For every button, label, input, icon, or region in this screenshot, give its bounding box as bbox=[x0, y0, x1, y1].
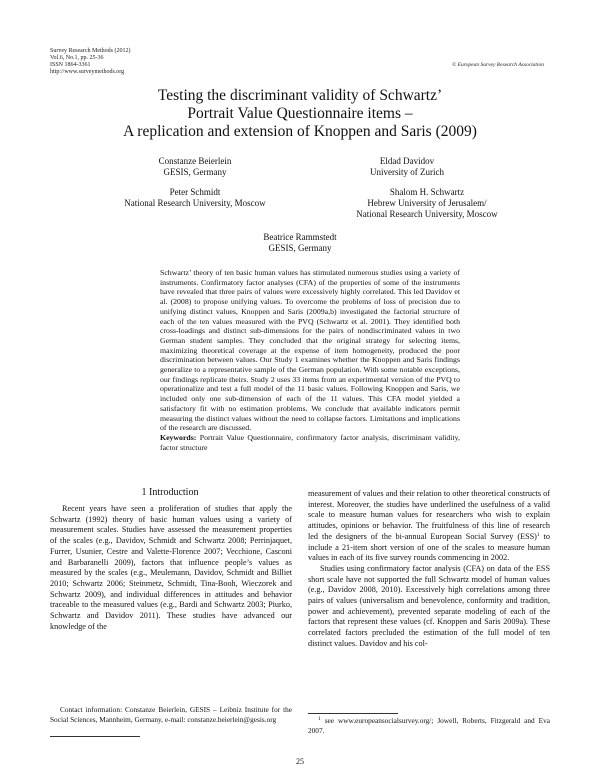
keywords-text: Portrait Value Questionnaire, confirmatory factor analysis, discriminant validity, factor structure bbox=[160, 432, 460, 452]
section-heading: 1 Introduction bbox=[141, 487, 199, 498]
abstract-text: Schwartz’ theory of ten basic human values has stimulated numerous studies using a variety of instruments. Confirmatory factor analyses (CFA) of the properties of some of the instruments have revealed that three pairs of values were excessively highly correlated. This led Davidov et al. (2008) to propose unifying values. To overcome the problems of loss of precision due to unifying distinct values, Knoppen and Saris (2009a,b) investigated the factorial structure of each of the ten values measured with the PVQ (Schwartz et al. 2001). They identified both cross-loadings and distinct sub-dimensions for the pairs of nondiscriminated values in two German student samples. They concluded that the original strategy for selecting items, maximizing theoretical coverage at the expense of item homogeneity, produced the poor discrimination between values. Our Study 1 examines whether the Knoppen and Saris findings generalize to a representative sample of the German population. With some notable exceptions, our findings replicate theirs. Study 2 uses 33 items from an experimental version of the PVQ to operationalize and test a full model of the 11 basic values. Following Knoppen and Saris, we included only one sub-dimension of each of the 11 values. This CFA model yielded a satisfactory fit with no estimation problems. We conclude that available indicators permit measuring the distinct values without the need to collapse factors. Limitations and implications of the research are discussed. bbox=[160, 268, 460, 433]
author-affiliation: Hebrew University of Jerusalem/ bbox=[367, 198, 487, 208]
author-block bbox=[287, 156, 527, 178]
author-block bbox=[307, 187, 547, 220]
paragraph-text: to include a 21-item short version of one of the scales to measure human values in each of its five survey rounds commencing in 2002. bbox=[308, 531, 551, 563]
author-name: Eldad Davidov bbox=[379, 156, 435, 166]
author-affiliation: University of Zurich bbox=[370, 167, 444, 177]
title-line: Portrait Value Questionnaire items – bbox=[187, 105, 413, 122]
page-number: 25 bbox=[296, 757, 304, 766]
author-affiliation: National Research University, Moscow bbox=[356, 209, 498, 219]
abstract bbox=[160, 268, 460, 452]
journal-url[interactable]: http://www.surveymethods.org bbox=[50, 69, 125, 75]
intro-paragraph: Recent years have seen a proliferation of studies that apply the Schwartz (1992) theory of basic human values using a variety of measurement scales. Studies have assessed the measurement properties of the scales (e.g., Davidov, Schmidt and Schwartz 2008; Perrinjaquet, Furrer, Usunier, Cestre and Valette-Florence 2007; Vecchione, Casconi and Barbaranelli 2009), factors that influence people’s values as measured by the scales (e.g., Meulemann, Davidov, Schmidt and Billiet 2010; Schwartz 2006; Steinmetz, Schmidt, Tina-Booh, Wieczorek and Schwartz 2009), and individual differences in attitudes and behavior traceable to the measured values (e.g., Bardi and Schwartz 2003; Piurko, Schwartz and Davidov 2011). These studies have advanced our knowledge of the bbox=[50, 504, 292, 631]
footnote-rule bbox=[308, 713, 398, 714]
keywords-label: Keywords: bbox=[160, 432, 197, 442]
paragraph: Studies using confirmatory factor analysis (CFA) on data of the ESS short scale have not supported the full Schwartz model of human values (e.g., Davidov 2008, 2010). Excessively high correlations among three pairs of values (universalism and benevolence, conformity and tradition, power and achievement), prevented separate modeling of each of the factors that represent these values (cf. Knoppen and Saris 2009a). These correlated factors precluded the estimation of the full model of ten distinct values. Davidov and his col- bbox=[308, 563, 550, 648]
journal-name: Survey Research Methods (2012) bbox=[50, 48, 131, 54]
author-affiliation: GESIS, Germany bbox=[163, 167, 227, 177]
journal-volume: Vol.6, No.1, pp. 25-36 bbox=[50, 55, 104, 61]
author-name: Constanze Beierlein bbox=[158, 156, 232, 166]
paragraph bbox=[308, 489, 550, 564]
author-name: Peter Schmidt bbox=[169, 187, 221, 197]
copyright-notice: © European Survey Research Association bbox=[452, 62, 544, 68]
left-column bbox=[50, 504, 292, 632]
journal-issn: ISSN 1864-3361 bbox=[50, 62, 91, 68]
contact-footnote: Contact information: Constanze Beierlein, GESIS – Leibniz Institute for the Social Sciences, Mannheim, Germany, e-mail: constanze.beierlein@gesis.org bbox=[50, 705, 292, 724]
author-affiliation: GESIS, Germany bbox=[268, 243, 332, 253]
author-block bbox=[75, 156, 315, 178]
author-block bbox=[180, 232, 420, 254]
title-line: A replication and extension of Knoppen and Saris (2009) bbox=[123, 123, 477, 140]
title-line: Testing the discriminant validity of Schwartz’ bbox=[157, 87, 443, 104]
author-name: Shalom H. Schwartz bbox=[389, 187, 465, 197]
keywords bbox=[160, 433, 460, 452]
footnote-text: see www.europeansocialsurvey.org/; Jowell, Roberts, Fitzgerald and Eva 2007. bbox=[308, 716, 551, 735]
footnote-marker[interactable]: 1 bbox=[536, 531, 540, 538]
author-affiliation: National Research University, Moscow bbox=[124, 198, 266, 208]
footnote-number: 1 bbox=[318, 716, 321, 722]
paper-title bbox=[60, 87, 540, 141]
journal-info bbox=[50, 48, 130, 76]
footnote bbox=[308, 716, 550, 735]
paragraph-text: measurement of values and their relation to other theoretical constructs of interest. Moreover, the studies have underlined the usefulness of a valid scale to measure human values for researchers who wish to explain attitudes, opinions or behavior. The fruitfulness of this line of research led the designers of the bi-annual European Social Survey (ESS) bbox=[308, 489, 550, 541]
right-column bbox=[308, 489, 550, 650]
footnote-rule bbox=[50, 736, 140, 737]
author-block bbox=[75, 187, 315, 209]
author-name: Beatrice Rammstedt bbox=[263, 232, 337, 242]
